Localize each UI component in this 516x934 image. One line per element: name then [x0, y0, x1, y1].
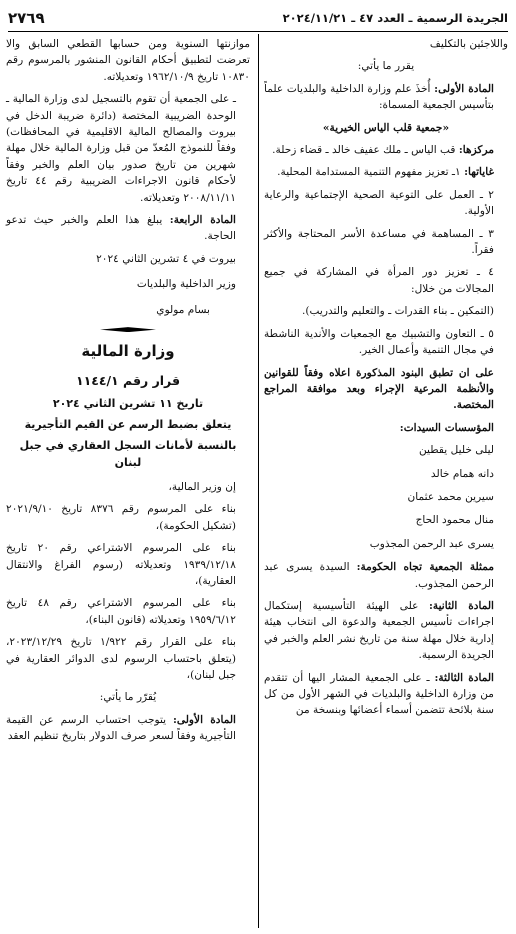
- decides-line: يُقرّر ما يأتي:: [99, 691, 157, 704]
- founder-name: دانه همام خالد: [430, 467, 494, 480]
- header-rule: [8, 31, 508, 32]
- section-divider: [6, 327, 250, 332]
- gazette-title: الجريدة الرسمية ـ العدد ٤٧ ـ ٢٠٢٤/١١/٢١: [282, 11, 508, 26]
- article-label: المادة الثانية:: [428, 599, 494, 612]
- founder-name: ليلى خليل يقطين: [418, 444, 494, 457]
- decision-subject-line-2: بالنسبة لأمانات السجل العقاري في جبل لبنان: [19, 438, 237, 469]
- association-name: «جمعية قلب الياس الخيرية»: [322, 121, 450, 134]
- decision-subject-line-1: يتعلق بضبط الرسم عن القيم التأجيرية: [24, 417, 232, 431]
- divider-ornament: [100, 327, 156, 332]
- decision-date: تاريخ ١١ تشرين الثاني ٢٠٢٤: [52, 396, 204, 410]
- goal-4: ٤ ـ تعزيز دور المرأة في المشاركة في جميع المجالات من خلال:: [264, 266, 494, 295]
- hq-text: قب الياس ـ ملك عفيف خالد ـ قضاء زحلة.: [272, 144, 459, 157]
- signature-name: بسام مولوي: [156, 303, 210, 316]
- article-3: [264, 670, 508, 719]
- article-text: يتوجب احتساب الرسم عن القيمة التأجيرية وفقاً لسعر صرف الدولار بتاريخ تنظيم العقد: [6, 713, 236, 743]
- article-label: المادة الأولى:: [434, 82, 494, 95]
- goal-2: ٢ ـ العمل على التوعية الصحية الإجتماعية والرعاية الأولية.: [264, 188, 494, 218]
- ministry-heading: وزارة المالية: [81, 342, 175, 361]
- founder-name: يسرى عبد الرحمن المجذوب: [369, 537, 494, 550]
- article-label: المادة الرابعة:: [169, 214, 236, 227]
- column-divider: [258, 34, 259, 928]
- article-1: [264, 81, 508, 114]
- left-column: [6, 36, 250, 751]
- goal-3: ٣ ـ المساهمة في مساعدة الأسر المحتاجة والأكثر فقراً.: [264, 227, 494, 257]
- article-label: المادة الأولى:: [172, 713, 236, 726]
- hq-label: مركزها:: [458, 144, 494, 157]
- founders-list: [264, 442, 508, 552]
- page-number: ٢٧٦٩: [8, 9, 45, 28]
- signature-title: وزير الداخلية والبلديات: [136, 278, 236, 291]
- text-line: واللاجئين بالتكليف: [429, 38, 508, 50]
- decision-article-1: [6, 712, 250, 745]
- goals-label: غاياتها:: [464, 166, 494, 179]
- goal-text: ١ـ تعزيز مفهوم التنمية المستدامة المحلية.: [277, 166, 465, 179]
- founders-label: المؤسسات السيدات:: [399, 421, 494, 434]
- legal-basis: بناء على المرسوم رقم ٨٣٧٦ تاريخ ٢٠٢١/٩/١٠ (تشكيل الحكومة)،: [6, 503, 236, 532]
- right-column: [264, 36, 508, 725]
- legal-basis: بناء على المرسوم الاشتراعي رقم ٤٨ تاريخ ١٩٥٩/٦/١٢ وتعديلاته (قانون البناء)،: [6, 597, 236, 626]
- article-text: ـ على الجمعية المشار اليها أن تتقدم من وزارة الداخلية والبلديات في الشهر الأول من كل سنة بلائحة تتضمن أسماء أعضائها وبنسخة من: [264, 671, 494, 717]
- condition-clause: على ان تطبق البنود المذكورة اعلاه وفقاً للقوانين والأنظمة المرعية الإجراء وبعد موافقة المراجع المختصة.: [264, 366, 494, 412]
- signature-date: بيروت في ٤ تشرين الثاني ٢٠٢٤: [96, 252, 236, 265]
- representative: [264, 559, 508, 592]
- rep-text: السيدة يسرى عبد الرحمن المجذوب.: [264, 561, 494, 590]
- legal-basis: بناء على القرار رقم ١/٩٢٢ تاريخ ٢٠٢٣/١٢/٢٩، (يتعلق باحتساب الرسوم لدى الدوائر العقارية في جبل لبنان)،: [6, 636, 236, 681]
- article-text: أُخذَ علم وزارة الداخلية والبلديات علماً بتأسيس الجمعية المسماة:: [264, 82, 494, 112]
- founder-name: منال محمود الحاج: [415, 514, 494, 527]
- article-4: [6, 212, 250, 245]
- decision-number: قرار رقم ١١٤٤/١: [75, 373, 181, 389]
- text-paragraph: موازنتها السنوية ومن حسابها القطعي السابق والا تعرضت لتطبيق أحكام القانون المنشور بالمرسوم رقم ١٠٨٣٠ تاريخ ١٩٦٢/١٠/٩ وتعديلاته.: [6, 38, 250, 83]
- legal-basis: بناء على المرسوم الاشتراعي رقم ٢٠ تاريخ ١٩٣٩/١٢/١٨ وتعديلاته (رسوم الفراغ والانتقال العقارية)،: [6, 542, 236, 587]
- page-header: [8, 10, 508, 28]
- decides-line: يقرر ما يأتي:: [357, 60, 415, 73]
- minister-intro: إن وزير المالية،: [168, 480, 236, 493]
- article-label: المادة الثالثة:: [434, 671, 494, 684]
- article-text: على الهيئة التأسيسية إستكمال اجراءات تأسيس الجمعية والدعوة الى انتخاب هيئة إدارية خلال مهلة سنة من تاريخ نشر العلم والخبر في الجريدة الرسمية.: [264, 599, 494, 662]
- rep-label: ممثلة الجمعية تجاه الحكومة:: [356, 561, 494, 574]
- goal-5: ٥ ـ التعاون والتشبيك مع الجمعيات والأندية الناشطة في مجال التنمية وأعمال الخير.: [264, 327, 494, 357]
- founder-name: سيرين محمد عثمان: [407, 490, 494, 503]
- headquarters: [264, 142, 508, 158]
- article-text: يبلغ هذا العلم والخبر حيث تدعو الحاجة.: [6, 214, 236, 243]
- article-2: [264, 598, 508, 664]
- text-paragraph: ـ على الجمعية أن تقوم بالتسجيل لدى وزارة المالية ـ الوحدة الضريبية المختصة (دائرة ضريبة الدخل في بيروت والمصالح المالية الاقليمية في المحافظات) وفقاً للنموذج المُعدّ من قبل وزارة المالية خلال مهلة شهرين من تاريخ صدور بيان العلم والخبر وفقاً لأحكام قانون الاجراءات الضريبية رقم ٤٤ تاريخ ٢٠٠٨/١١/١١ وتعديلاته.: [6, 93, 237, 204]
- goal-1: [264, 164, 508, 180]
- goal-4-detail: (التمكين ـ بناء القدرات ـ والتعليم والتدريب).: [302, 305, 494, 318]
